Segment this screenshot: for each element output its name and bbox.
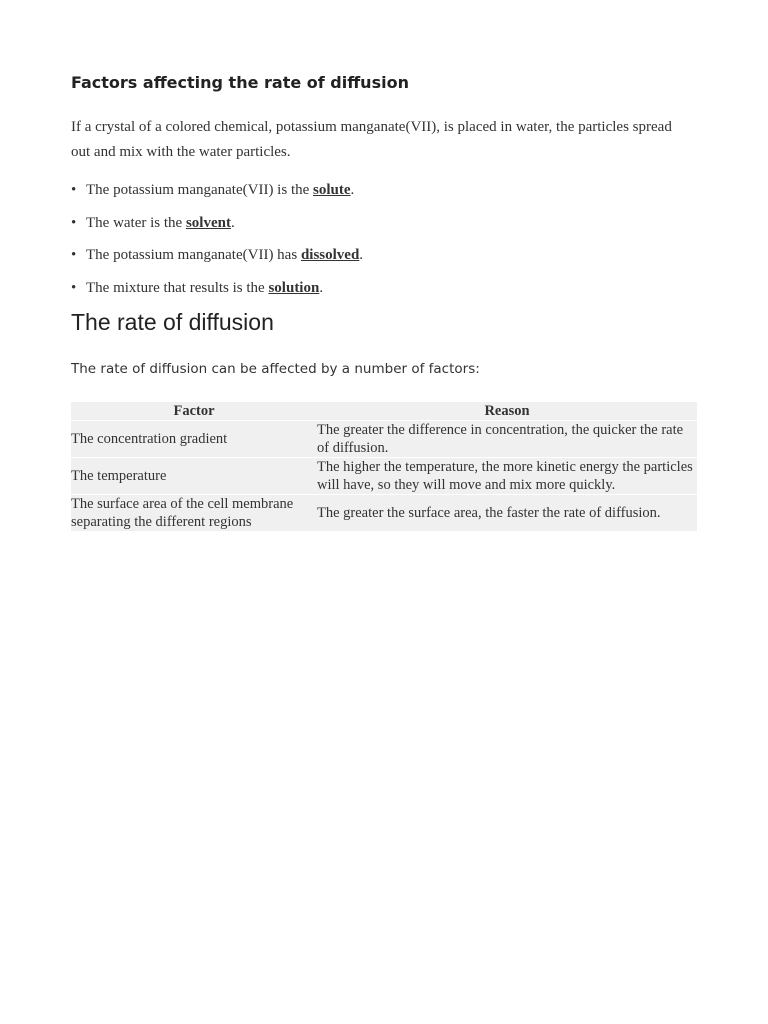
intro-paragraph: If a crystal of a colored chemical, potassium manganate(VII), is placed in water, the particles spread out and mix with the water particles. [71,119,672,160]
lead-paragraph: The rate of diffusion can be affected by a number of factors: [71,361,480,377]
bullet-icon: • [71,182,77,198]
reason-cell: The greater the difference in concentration, the quicker the rate of diffusion. [317,421,697,458]
list-item-punct: . [319,279,324,296]
list-item-punct: . [359,247,364,263]
list-item [71,211,363,244]
reason-cell: The greater the surface area, the faster the rate of diffusion. [317,495,697,532]
list-item [71,178,363,211]
term-solvent: solvent [185,214,231,231]
table-row [71,495,697,532]
list-item-text: The potassium manganate(VII) has [86,247,301,263]
bullet-icon: • [71,247,77,263]
factor-cell: The surface area of the cell membrane separating the different regions [71,495,317,532]
factor-cell: The temperature [71,458,317,495]
subsection-heading: The rate of diffusion [71,309,274,335]
table-row [71,421,697,458]
reason-cell: The higher the temperature, the more kinetic energy the particles will have, so they will move and mix more quickly. [317,458,697,495]
section-heading: Factors affecting the rate of diffusion [71,73,409,92]
list-item-punct: . [350,182,355,198]
list-item [71,276,363,309]
bullet-icon: • [71,279,77,296]
list-item-punct: . [230,214,235,231]
column-header-factor: Factor [71,402,317,421]
bullet-icon: • [71,214,77,231]
list-item-text: The potassium manganate(VII) is the [86,182,314,198]
definition-list [71,178,363,308]
list-item-text: The water is the [86,214,186,231]
factor-cell: The concentration gradient [71,421,317,458]
term-dissolved: dissolved [300,247,360,263]
term-solute: solute [313,182,351,198]
table-header-row [71,402,697,421]
table-row [71,458,697,495]
factors-table [71,402,697,531]
column-header-reason: Reason [317,402,697,421]
list-item-text: The mixture that results is the [86,279,269,296]
list-item [71,243,363,276]
term-solution: solution [268,279,320,296]
